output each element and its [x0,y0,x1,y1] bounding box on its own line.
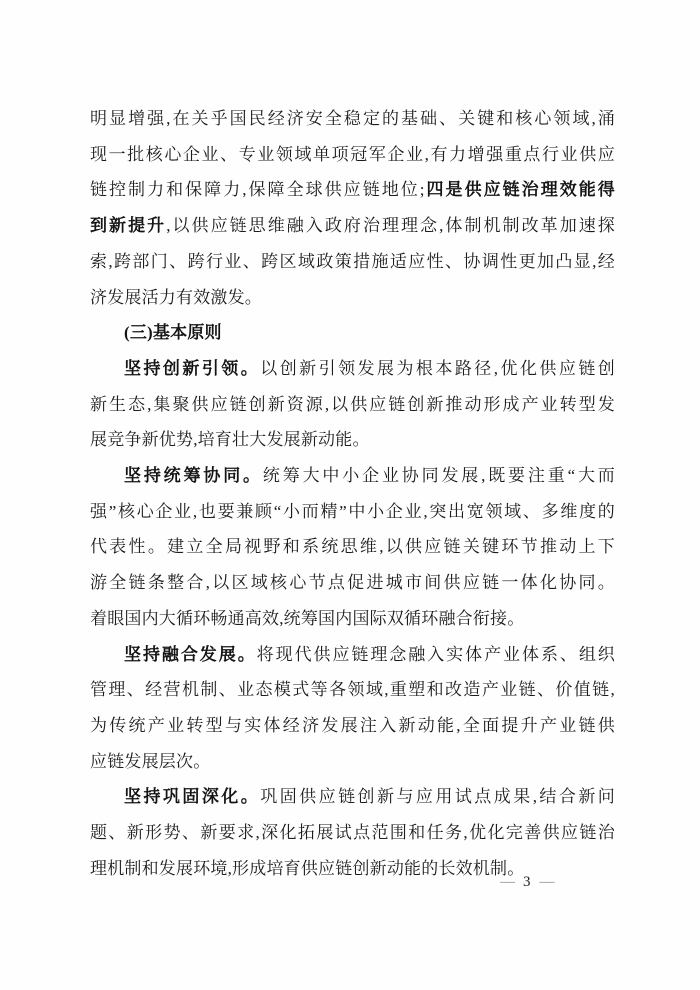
text-segment: 展竞争新优势,培育壮大发展新动能。 [90,430,370,450]
doc-line [90,351,615,387]
doc-line [90,565,615,601]
text-segment: 以创新引领发展为根本路径,优化供应链创 [260,358,615,378]
text-segment: 管理、经营机制、业态模式等各领域,重塑和改造产业链、价值链, [90,680,615,700]
document-body [90,101,615,886]
text-segment: 现一批核心企业、专业领域单项冠军企业,有力增强重点行业供应 [90,144,615,164]
text-segment: 游全链条整合,以区域核心节点促进城市间供应链一体化协同。 [90,573,615,593]
text-segment: 链控制力和保障力,保障全球供应链地位; [90,180,425,200]
doc-line [90,815,615,851]
bold-text-segment: 到新提升 [90,216,167,236]
text-segment: 统筹大中小企业协同发展,既要注重“大而 [262,466,615,486]
text-segment: ,以供应链思维融入政府治理理念,体制机制改革加速探 [166,216,615,236]
bold-text-segment: 坚持统筹协同。 [124,466,263,486]
text-segment: 理机制和发展环境,形成培育供应链创新动能的长效机制。 [90,858,525,878]
page-number [500,874,620,891]
doc-line [90,494,615,530]
page-number-value: 3 [523,874,531,890]
doc-line [90,280,615,316]
doc-line [90,172,615,208]
doc-line [90,779,615,815]
doc-line [90,244,615,280]
text-segment: 索,跨部门、跨行业、跨区域政策措施适应性、协调性更加凸显,经 [90,251,615,271]
page-number-dash-right: — [539,874,554,890]
doc-line [90,529,615,565]
text-segment: 明显增强,在关乎国民经济安全稳定的基础、关键和核心领域,涌 [90,109,615,128]
doc-line [90,601,615,637]
text-segment: 着眼国内大循环畅通高效,统筹国内国际双循环融合衔接。 [90,608,525,628]
doc-line [90,744,615,780]
text-segment: 将现代供应链理念融入实体产业体系、组织 [256,644,615,664]
text-segment: 新生态,集聚供应链创新资源,以供应链创新推动形成产业转型发 [90,394,615,414]
doc-line [90,137,615,173]
text-segment: 济发展活力有效激发。 [90,287,262,307]
doc-line [90,208,615,244]
doc-line [90,458,615,494]
text-segment: 应链发展层次。 [90,751,211,771]
doc-line [90,101,615,137]
bold-text-segment: 坚持巩固深化。 [124,787,261,807]
doc-line [90,672,615,708]
bold-text-segment: 坚持融合发展。 [124,644,257,664]
text-segment: 题、新形势、新要求,深化拓展试点范围和任务,优化完善供应链治 [90,823,615,843]
text-segment: 代表性。建立全局视野和系统思维,以供应链关键环节推动上下 [90,537,615,557]
doc-line [90,422,615,458]
text-segment: 为传统产业转型与实体经济发展注入新动能,全面提升产业链供 [90,715,615,735]
text-segment: 巩固供应链创新与应用试点成果,结合新问 [260,787,615,807]
section-heading [90,315,615,351]
bold-text-segment: 坚持创新引领。 [124,358,261,378]
doc-line [90,708,615,744]
heading-text: (三)基本原则 [124,323,222,343]
doc-line [90,637,615,673]
doc-line [90,387,615,423]
bold-text-segment: 四是供应链治理效能得 [424,180,615,200]
text-segment: 强”核心企业,也要兼顾“小而精”中小企业,突出宽领域、多维度的 [90,501,615,521]
page-number-dash-left: — [500,874,514,890]
